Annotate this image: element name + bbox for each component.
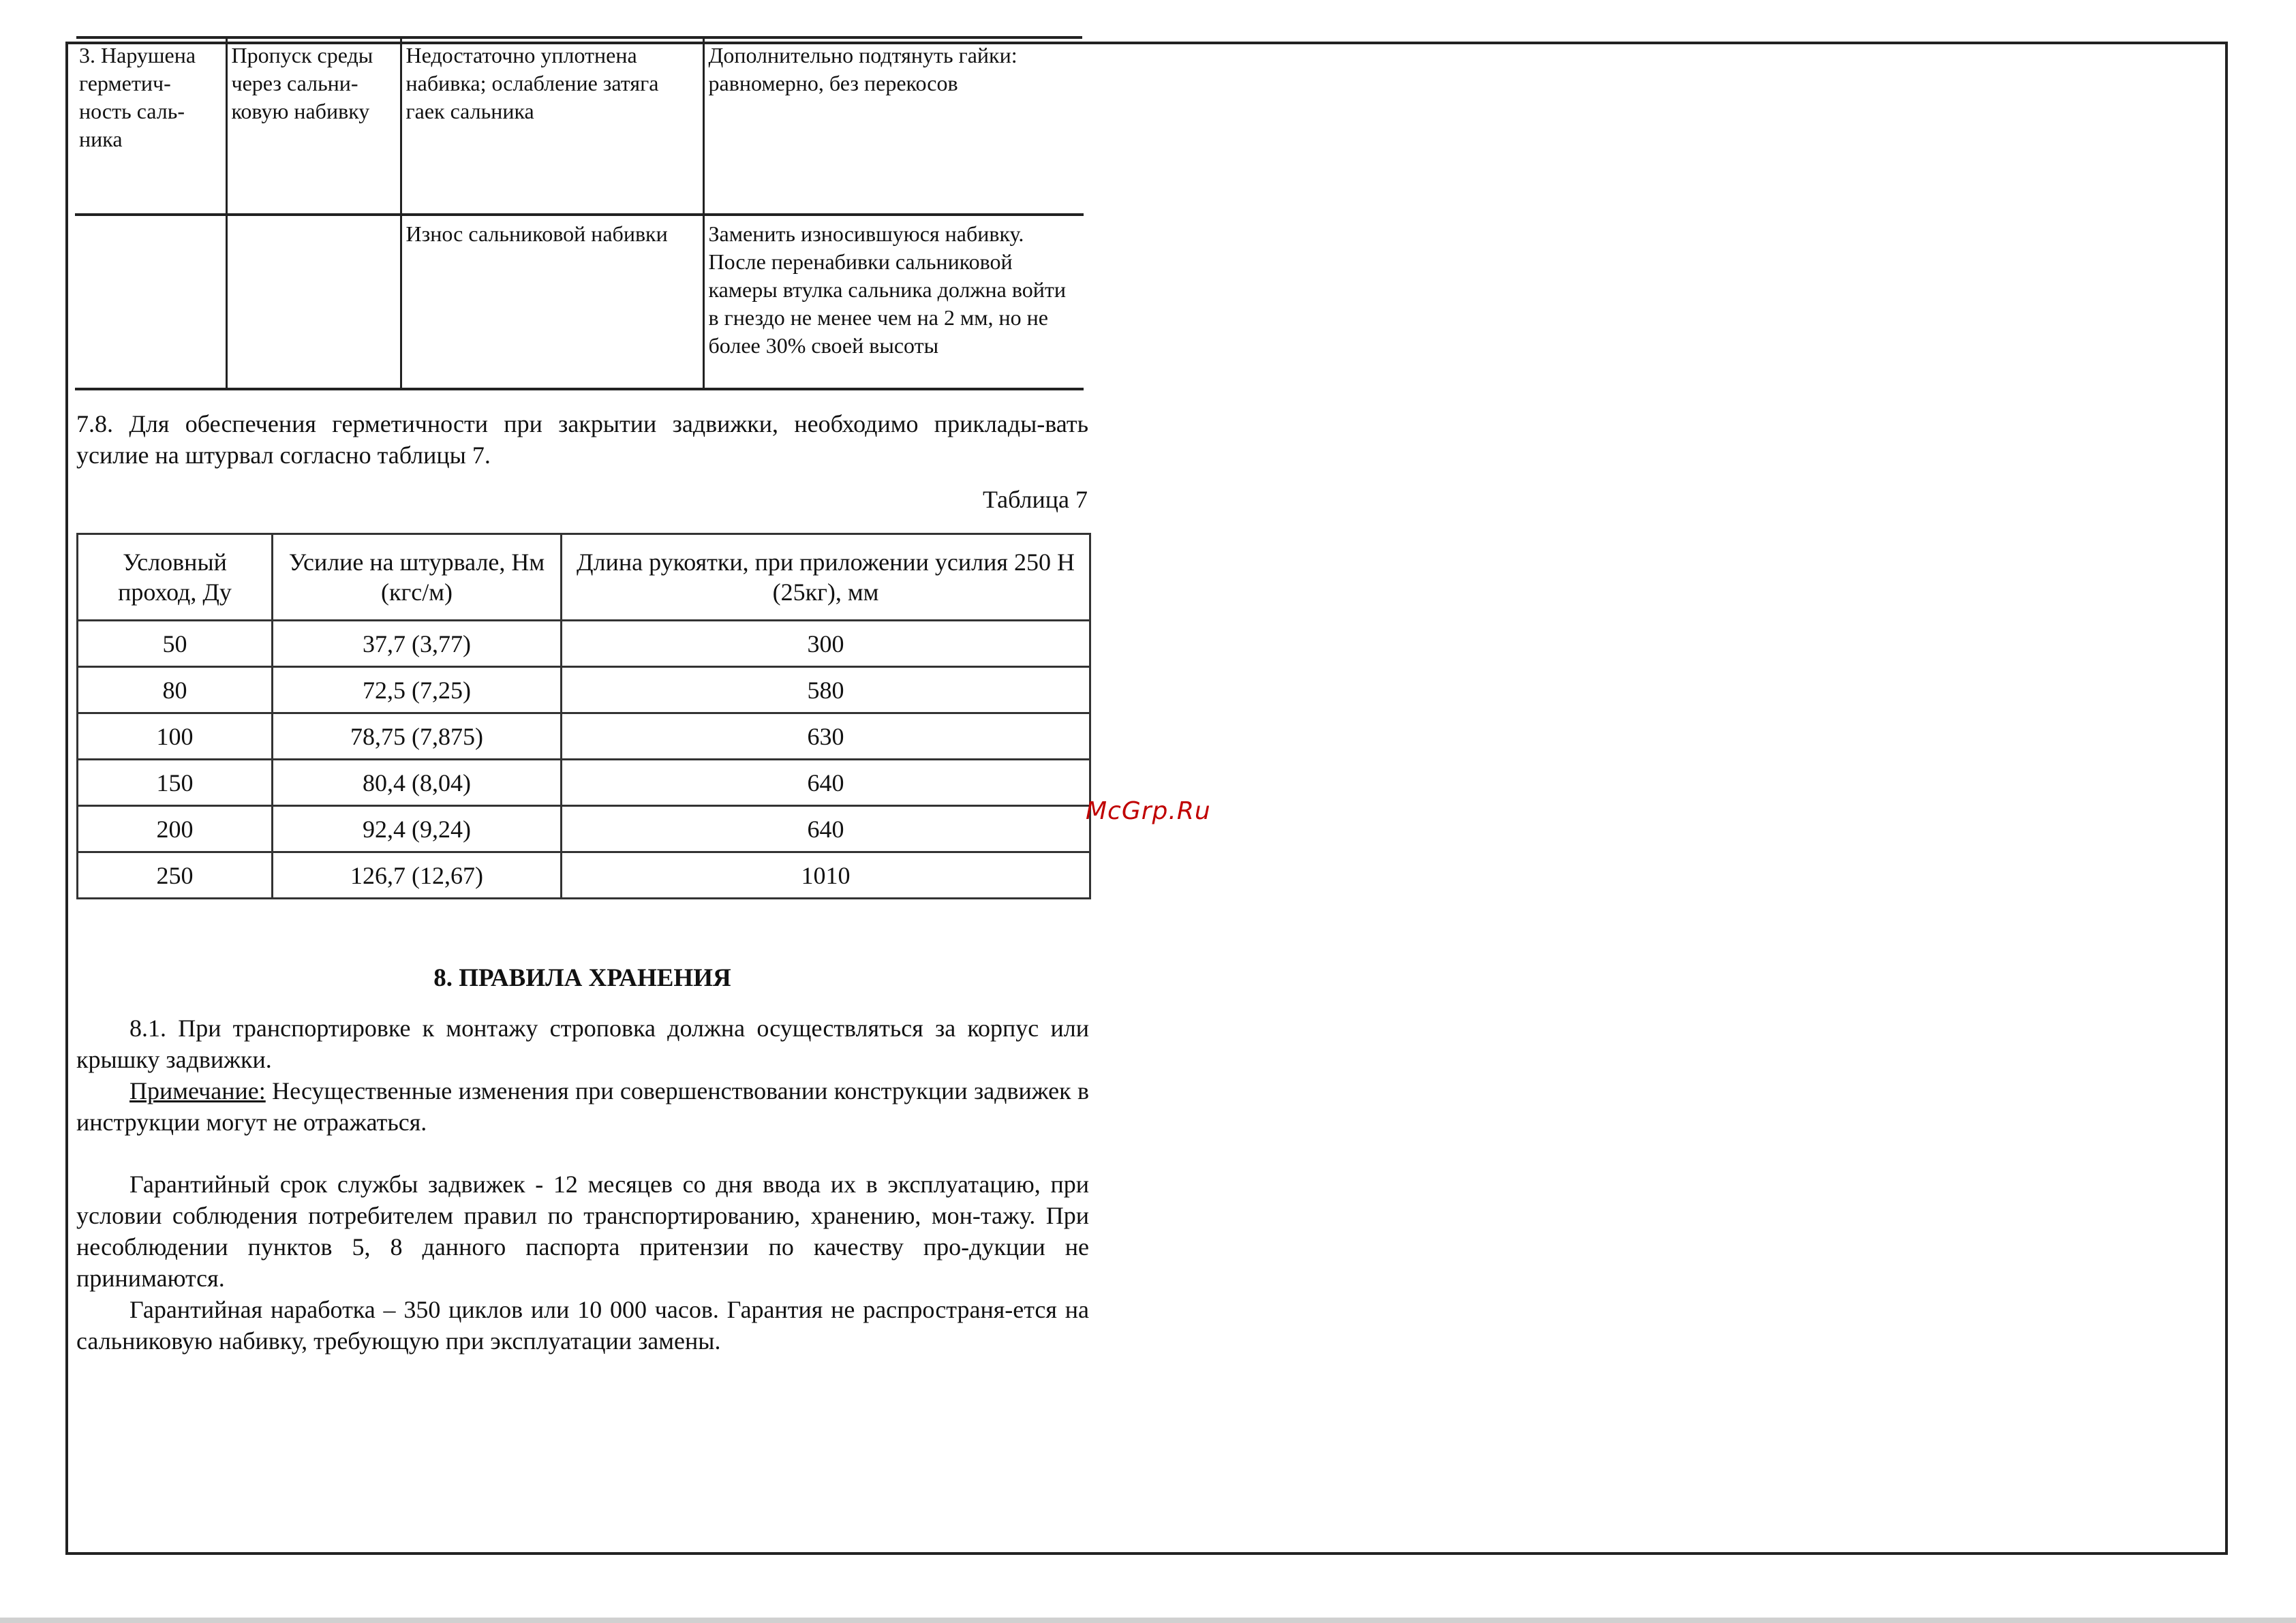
- table-row: [75, 37, 1084, 215]
- table-cell: 80: [78, 667, 273, 713]
- column-header: Усилие на штурвале, Нм (кгс/м): [273, 534, 562, 621]
- column-header: Длина рукоятки, при приложении усилия 250 Н (25кг), мм: [562, 534, 1090, 621]
- column-header: Условный проход, Ду: [78, 534, 273, 621]
- table-cell: 630: [562, 713, 1090, 760]
- table-cell: 1010: [562, 852, 1090, 899]
- table-row: [78, 713, 1090, 760]
- table-row: [78, 806, 1090, 852]
- table-caption: Таблица 7: [983, 486, 1088, 513]
- table-cell: Недостаточно уплотнена набивка; ослабление затяга гаек сальника: [401, 37, 703, 215]
- troubleshooting-table: [75, 37, 1084, 390]
- table-cell: 250: [78, 852, 273, 899]
- warranty-text: [76, 1169, 1089, 1357]
- table-cell: 200: [78, 806, 273, 852]
- table-cell: 78,75 (7,875): [273, 713, 562, 760]
- warranty-paragraph: Гарантийная наработка – 350 циклов или 10 000 часов. Гарантия не распространя-ется на сальниковую набивку, требующую при эксплуатации замены.: [76, 1296, 1089, 1355]
- table-cell: 640: [562, 760, 1090, 806]
- table-cell: Заменить износившуюся набивку. После перенабивки сальниковой камеры втулка сальника должна войти в гнездо не менее чем на 2 мм, но не более 30% своей высоты: [703, 215, 1084, 389]
- table-cell: 3. Нарушена герметич-ность саль-ника: [79, 43, 196, 151]
- table-cell: 50: [78, 621, 273, 667]
- section-heading: 8. ПРАВИЛА ХРАНЕНИЯ: [433, 964, 731, 992]
- table-cell: 150: [78, 760, 273, 806]
- table-row: [78, 667, 1090, 713]
- paragraph-8-1: 8.1. При транспортировке к монтажу строповка должна осуществляться за корпус или крышку задвижки.: [76, 1015, 1089, 1073]
- paragraph-7-8: 7.8. Для обеспечения герметичности при закрытии задвижки, необходимо приклады-вать усилие на штурвал согласно таблицы 7.: [76, 410, 1088, 469]
- note-paragraph: [76, 1075, 1089, 1138]
- table-cell: 640: [562, 806, 1090, 852]
- handwheel-force-table: [76, 533, 1091, 899]
- table-cell: Пропуск среды через сальни-ковую набивку: [226, 37, 401, 215]
- table-cell: 72,5 (7,25): [273, 667, 562, 713]
- table-cell: [226, 215, 401, 389]
- table-header-row: [78, 534, 1090, 621]
- table-cell: Дополнительно подтянуть гайки: равномерно, без перекосов: [703, 37, 1084, 215]
- table-cell: 126,7 (12,67): [273, 852, 562, 899]
- table-cell: Износ сальниковой набивки: [401, 215, 703, 389]
- table-row: [78, 852, 1090, 899]
- section-8-text: [76, 1013, 1089, 1138]
- table-cell: 80,4 (8,04): [273, 760, 562, 806]
- table-row: [75, 215, 1084, 389]
- table-cell: 100: [78, 713, 273, 760]
- table-cell: 300: [562, 621, 1090, 667]
- warranty-paragraph: Гарантийный срок службы задвижек - 12 месяцев со дня ввода их в эксплуатацию, при условии соблюдения потребителем правил по транспортированию, хранению, мон-тажу. При несоблюдении пунктов 5, 8 данного паспорта притензии по качеству про-дукции не принимаются.: [76, 1171, 1089, 1292]
- note-text: Несущественные изменения при совершенствовании конструкции задвижек в инструкции могут не отражаться.: [76, 1077, 1089, 1136]
- table-row: [78, 760, 1090, 806]
- bottom-band: [0, 1618, 2296, 1623]
- table-cell: 580: [562, 667, 1090, 713]
- table-cell: 37,7 (3,77): [273, 621, 562, 667]
- table-cell: [75, 215, 226, 389]
- table-row: [78, 621, 1090, 667]
- watermark-link[interactable]: McGrp.Ru: [1086, 797, 1211, 825]
- note-label: Примечание:: [129, 1077, 266, 1104]
- table-cell: 92,4 (9,24): [273, 806, 562, 852]
